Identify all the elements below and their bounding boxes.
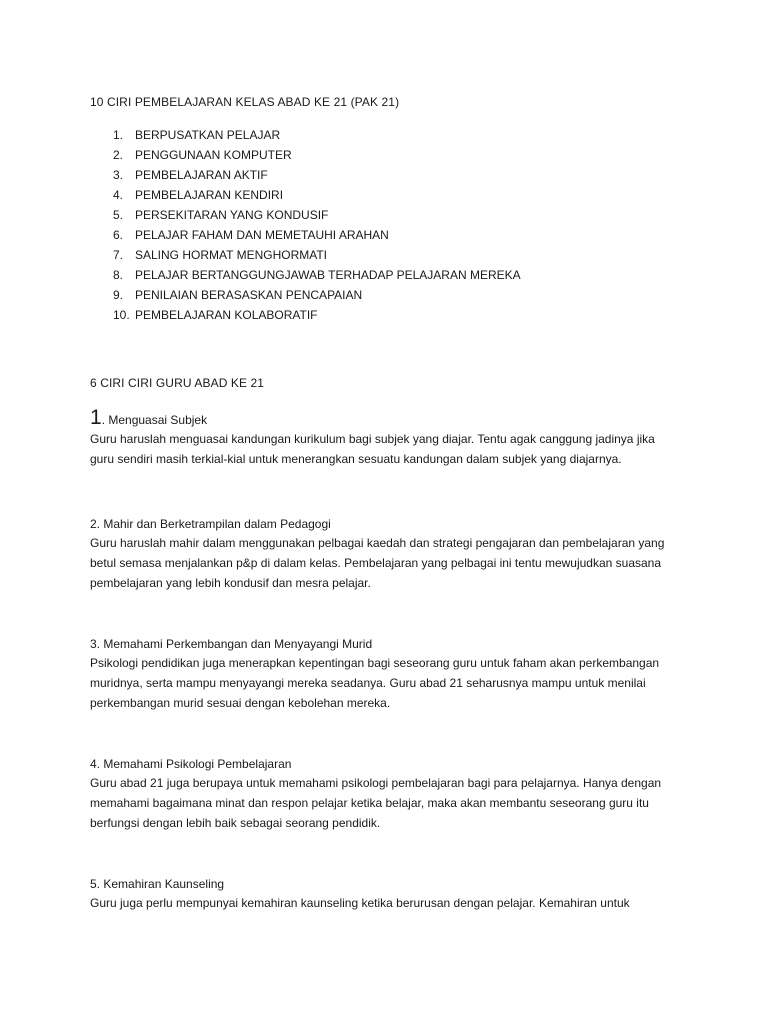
list-item-number: 8. [113, 268, 124, 282]
ciri-pembelajaran-list [113, 125, 521, 325]
document-page [90, 93, 690, 910]
list-item-number: 1. [113, 128, 124, 142]
list-item-text: PENGGUNAAN KOMPUTER [135, 148, 292, 162]
list-item-number: 2. [113, 148, 124, 162]
section-menguasai-subjek [90, 406, 690, 469]
section-title [90, 406, 690, 429]
list-item-number: 5. [113, 208, 124, 222]
list-item [113, 245, 521, 265]
list-item-number: 7. [113, 248, 124, 262]
section-title: 5. Kemahiran Kaunseling [90, 877, 225, 891]
section-number: 1 [90, 406, 102, 429]
list-item [113, 285, 521, 305]
section-title: 3. Memahami Perkembangan dan Menyayangi Murid [90, 637, 373, 651]
section-title: 4. Memahami Psikologi Pembelajaran [90, 757, 292, 771]
list-item-text: PEMBELAJARAN KOLABORATIF [135, 308, 318, 322]
list-item-text: PEMBELAJARAN KENDIRI [135, 188, 284, 202]
heading-ciri-guru: 6 CIRI CIRI GURU ABAD KE 21 [90, 376, 265, 390]
section-perkembangan-murid [90, 635, 690, 713]
list-item [113, 145, 521, 165]
list-item-text: PERSEKITARAN YANG KONDUSIF [135, 208, 329, 222]
list-item-text: PEMBELAJARAN AKTIF [135, 168, 268, 182]
list-item-text: BERPUSATKAN PELAJAR [135, 128, 281, 142]
section-body: Guru haruslah menguasai kandungan kurikulum bagi subjek yang diajar. Tentu agak canggung jadinya jika guru sendiri masih terkial-kial untuk menerangkan sesuatu kandungan dalam subjek yang diajarnya. [90, 432, 655, 466]
list-item [113, 225, 521, 245]
section-body: Guru juga perlu mempunyai kemahiran kaunseling ketika berurusan dengan pelajar. Kemahiran untuk [90, 896, 630, 910]
list-item-text: SALING HORMAT MENGHORMATI [135, 248, 328, 262]
list-item [113, 205, 521, 225]
section-psikologi-pembelajaran [90, 755, 690, 833]
list-item [113, 185, 521, 205]
section-kemahiran-kaunseling [90, 875, 690, 913]
section-title-text: . Menguasai Subjek [101, 413, 208, 427]
section-mahir-pedagogi [90, 515, 690, 593]
list-item-number: 9. [113, 288, 124, 302]
list-item [113, 305, 521, 325]
section-body: Guru abad 21 juga berupaya untuk memahami psikologi pembelajaran bagi para pelajarnya. Hanya dengan memahami bagaimana minat dan respon pelajar ketika belajar, maka akan membantu seseorang guru itu berfungsi dengan lebih baik sebagai seorang pendidik. [90, 776, 662, 830]
section-body: Psikologi pendidikan juga menerapkan kepentingan bagi seseorang guru untuk faham akan perkembangan muridnya, serta mampu menyayangi mereka seadanya. Guru abad 21 seharusnya mampu untuk menilai perkembangan murid sesuai dengan kebolehan mereka. [90, 656, 660, 710]
list-item [113, 165, 521, 185]
section-body: Guru haruslah mahir dalam menggunakan pelbagai kaedah dan strategi pengajaran dan pembelajaran yang betul semasa menjalankan p&p di dalam kelas. Pembelajaran yang pelbagai ini tentu mewujudkan suasana pembelajaran yang lebih kondusif dan mesra pelajar. [90, 536, 665, 590]
list-item-number: 10. [113, 308, 130, 322]
list-item [113, 265, 521, 285]
list-item-number: 4. [113, 188, 124, 202]
list-item-text: PENILAIAN BERASASKAN PENCAPAIAN [135, 288, 363, 302]
list-item-text: PELAJAR FAHAM DAN MEMETAUHI ARAHAN [135, 228, 389, 242]
heading-pak21: 10 CIRI PEMBELAJARAN KELAS ABAD KE 21 (PAK 21) [90, 95, 400, 109]
section-title: 2. Mahir dan Berketrampilan dalam Pedagogi [90, 517, 331, 531]
list-item-number: 6. [113, 228, 124, 242]
list-item-number: 3. [113, 168, 124, 182]
list-item-text: PELAJAR BERTANGGUNGJAWAB TERHADAP PELAJARAN MEREKA [135, 268, 521, 282]
list-item [113, 125, 521, 145]
